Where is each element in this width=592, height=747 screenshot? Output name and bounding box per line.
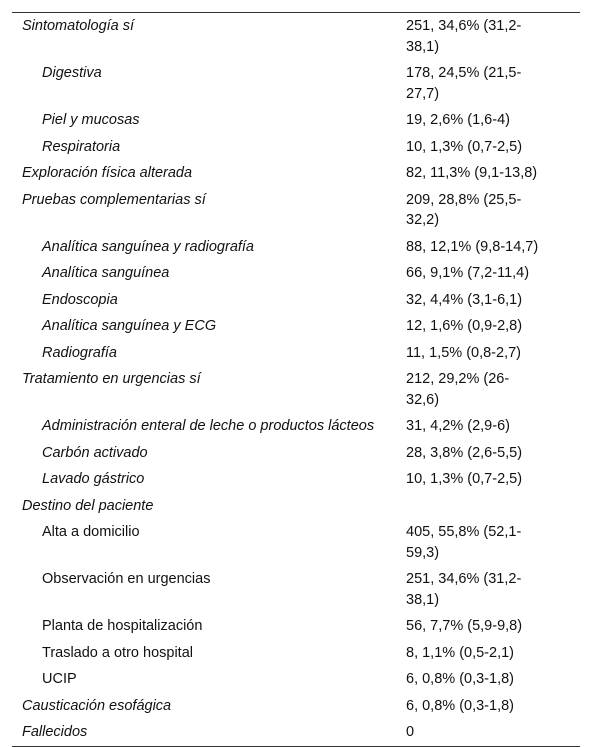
table-row <box>12 440 580 467</box>
row-label: Traslado a otro hospital <box>42 644 193 661</box>
row-label: Endoscopia <box>42 291 118 308</box>
row-label: Radiografía <box>42 344 117 361</box>
row-value: 0 <box>406 724 415 740</box>
row-label: Destino del paciente <box>22 497 154 514</box>
table-row <box>12 107 580 134</box>
table-row <box>12 366 580 413</box>
table-row <box>12 693 580 720</box>
table-row <box>12 134 580 161</box>
row-value: 10, 1,3% (0,7-2,5) <box>406 138 523 155</box>
table-row <box>12 234 580 261</box>
row-value: 31, 4,2% (2,9-6) <box>406 418 510 434</box>
row-label: Observación en urgencias <box>42 571 211 587</box>
table-row <box>12 519 580 566</box>
row-label: Respiratoria <box>42 138 121 155</box>
row-label: Planta de hospitalización <box>42 618 203 634</box>
row-value: 209, 28,8% (25,5-32,2) <box>406 191 522 228</box>
table-row <box>12 340 580 367</box>
row-value: 32, 4,4% (3,1-6,1) <box>406 291 523 308</box>
row-value: 19, 2,6% (1,6-4) <box>406 112 510 128</box>
row-value: 8, 1,1% (0,5-2,1) <box>406 644 514 661</box>
table-row <box>12 13 580 60</box>
table-row <box>12 187 580 234</box>
table-row <box>12 60 580 107</box>
row-label: Digestiva <box>42 65 102 81</box>
table-row <box>12 640 580 667</box>
table-row <box>12 313 580 340</box>
table-row <box>12 719 580 746</box>
row-value: 56, 7,7% (5,9-9,8) <box>406 618 523 634</box>
row-label: Exploración física alterada <box>22 165 193 181</box>
row-label: Fallecidos <box>22 724 88 740</box>
row-value: 28, 3,8% (2,6-5,5) <box>406 444 523 461</box>
row-label: Analítica sanguínea y radiografía <box>42 238 254 255</box>
row-value: 405, 55,8% (52,1-59,3) <box>406 524 522 561</box>
row-label: Pruebas complementarias sí <box>22 191 206 208</box>
row-label: Administración enteral de leche o productos lácteos <box>42 418 375 434</box>
table-row <box>12 160 580 187</box>
table-row <box>12 493 580 520</box>
row-value: 10, 1,3% (0,7-2,5) <box>406 471 523 487</box>
row-value: 66, 9,1% (7,2-11,4) <box>406 265 530 281</box>
row-value: 82, 11,3% (9,1-13,8) <box>406 165 538 181</box>
row-label: Carbón activado <box>42 444 148 461</box>
table-row <box>12 613 580 640</box>
row-label: Analítica sanguínea <box>42 265 170 281</box>
row-label: Causticación esofágica <box>22 697 172 714</box>
row-value: 178, 24,5% (21,5-27,7) <box>406 65 522 102</box>
row-label: Sintomatología sí <box>22 18 135 34</box>
table-row <box>12 566 580 613</box>
row-value <box>396 493 544 499</box>
row-value: 6, 0,8% (0,3-1,8) <box>406 697 514 714</box>
row-label: UCIP <box>42 671 77 687</box>
table-row <box>12 287 580 314</box>
table-row <box>12 466 580 493</box>
row-label: Tratamiento en urgencias sí <box>22 371 201 387</box>
row-label: Lavado gástrico <box>42 471 145 487</box>
row-value: 11, 1,5% (0,8-2,7) <box>406 344 521 361</box>
table-row <box>12 413 580 440</box>
row-label: Alta a domicilio <box>42 524 140 540</box>
row-value: 88, 12,1% (9,8-14,7) <box>406 238 539 255</box>
row-label: Analítica sanguínea y ECG <box>42 318 217 334</box>
table-row <box>12 666 580 693</box>
row-value: 212, 29,2% (26-32,6) <box>406 371 510 408</box>
table-row <box>12 260 580 287</box>
row-value: 12, 1,6% (0,9-2,8) <box>406 318 523 334</box>
row-value: 251, 34,6% (31,2-38,1) <box>406 18 522 55</box>
results-table <box>12 12 580 747</box>
row-label: Piel y mucosas <box>42 112 140 128</box>
row-value: 6, 0,8% (0,3-1,8) <box>406 671 514 687</box>
row-value: 251, 34,6% (31,2-38,1) <box>406 571 522 608</box>
